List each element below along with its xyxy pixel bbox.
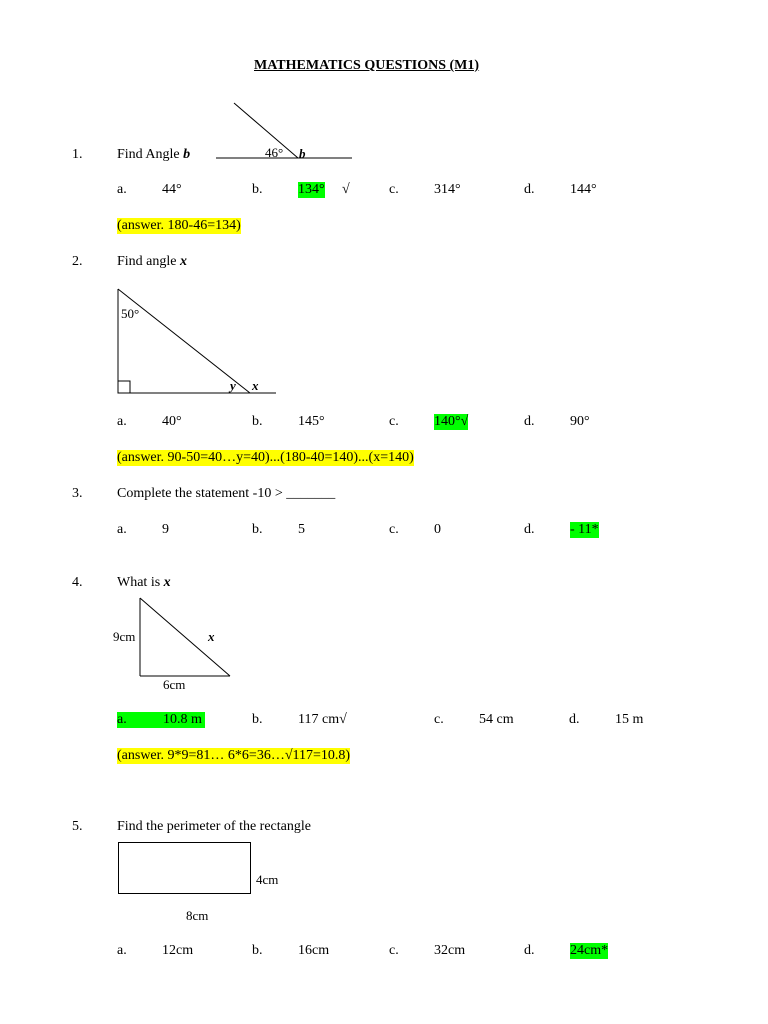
- option-letter: c.: [389, 943, 399, 958]
- option-text-correct: 10.8 m: [163, 712, 202, 727]
- answer-note: (answer. 90-50=40…y=40)...(180-40=140)...(x=140): [117, 450, 414, 465]
- option-text: 32cm: [434, 943, 466, 958]
- hyp-label: x: [208, 629, 215, 644]
- option-text: 144°: [570, 182, 597, 197]
- option-text: 40°: [162, 414, 182, 429]
- option-text: 117 cm√: [298, 712, 347, 727]
- option-letter: d.: [569, 712, 580, 727]
- question-number: 3.: [72, 486, 83, 501]
- option-letter: b.: [252, 712, 263, 727]
- answer-note: (answer. 9*9=81… 6*6=36…√117=10.8): [117, 748, 351, 763]
- option-letter: b.: [252, 414, 263, 429]
- option-text: 5: [298, 522, 305, 537]
- angle-label: 46°: [265, 145, 284, 160]
- option-letter: b.: [252, 522, 263, 537]
- question-number: 1.: [72, 147, 83, 162]
- question-prompt: What is x: [117, 575, 171, 590]
- option-text: 15 m: [615, 712, 644, 727]
- question-number: 2.: [72, 254, 83, 269]
- option-text: 314°: [434, 182, 461, 197]
- question-number: 5.: [72, 819, 83, 834]
- option-text: 16cm: [298, 943, 330, 958]
- width-label: 8cm: [186, 908, 209, 923]
- option-letter: d.: [524, 943, 535, 958]
- option-text: 54 cm: [479, 712, 514, 727]
- option-letter: c.: [434, 712, 444, 727]
- option-letter: a.: [117, 414, 127, 429]
- option-text-correct: 24cm*: [570, 943, 609, 958]
- option-letter: a.: [117, 943, 127, 958]
- option-letter: a.: [117, 522, 127, 537]
- option-text: 44°: [162, 182, 182, 197]
- side-b-label: 6cm: [163, 677, 186, 692]
- angle-label: 50°: [121, 306, 140, 321]
- variable-label: b: [299, 146, 306, 161]
- option-letter: c.: [389, 182, 399, 197]
- option-letter: c.: [389, 414, 399, 429]
- option-text-correct: - 11*: [570, 522, 599, 537]
- option-text-correct: 140°√: [434, 414, 469, 429]
- check-mark: √: [342, 182, 350, 197]
- height-label: 4cm: [256, 872, 279, 887]
- option-letter: d.: [524, 182, 535, 197]
- question-prompt: Find angle x: [117, 254, 187, 269]
- y-label: y: [230, 378, 236, 393]
- question-prompt: Find the perimeter of the rectangle: [117, 819, 311, 834]
- option-letter: b.: [252, 943, 263, 958]
- option-text: 12cm: [162, 943, 194, 958]
- option-text: 0: [434, 522, 441, 537]
- option-text: 90°: [570, 414, 590, 429]
- option-letter: a.: [117, 182, 127, 197]
- option-text: 9: [162, 522, 169, 537]
- question-number: 4.: [72, 575, 83, 590]
- page-title: MATHEMATICS QUESTIONS (M1): [254, 58, 480, 73]
- option-letter: d.: [524, 414, 535, 429]
- side-a-label: 9cm: [113, 629, 136, 644]
- option-text: 145°: [298, 414, 325, 429]
- option-text-correct: 134°: [298, 182, 325, 197]
- option-letter: a.: [117, 712, 127, 727]
- option-letter: d.: [524, 522, 535, 537]
- option-letter: c.: [389, 522, 399, 537]
- question-prompt: Complete the statement -10 > _______: [117, 486, 336, 501]
- option-letter: b.: [252, 182, 263, 197]
- answer-note: (answer. 180-46=134): [117, 218, 241, 233]
- question-prompt: Find Angle b: [117, 147, 191, 162]
- x-label: x: [252, 378, 259, 393]
